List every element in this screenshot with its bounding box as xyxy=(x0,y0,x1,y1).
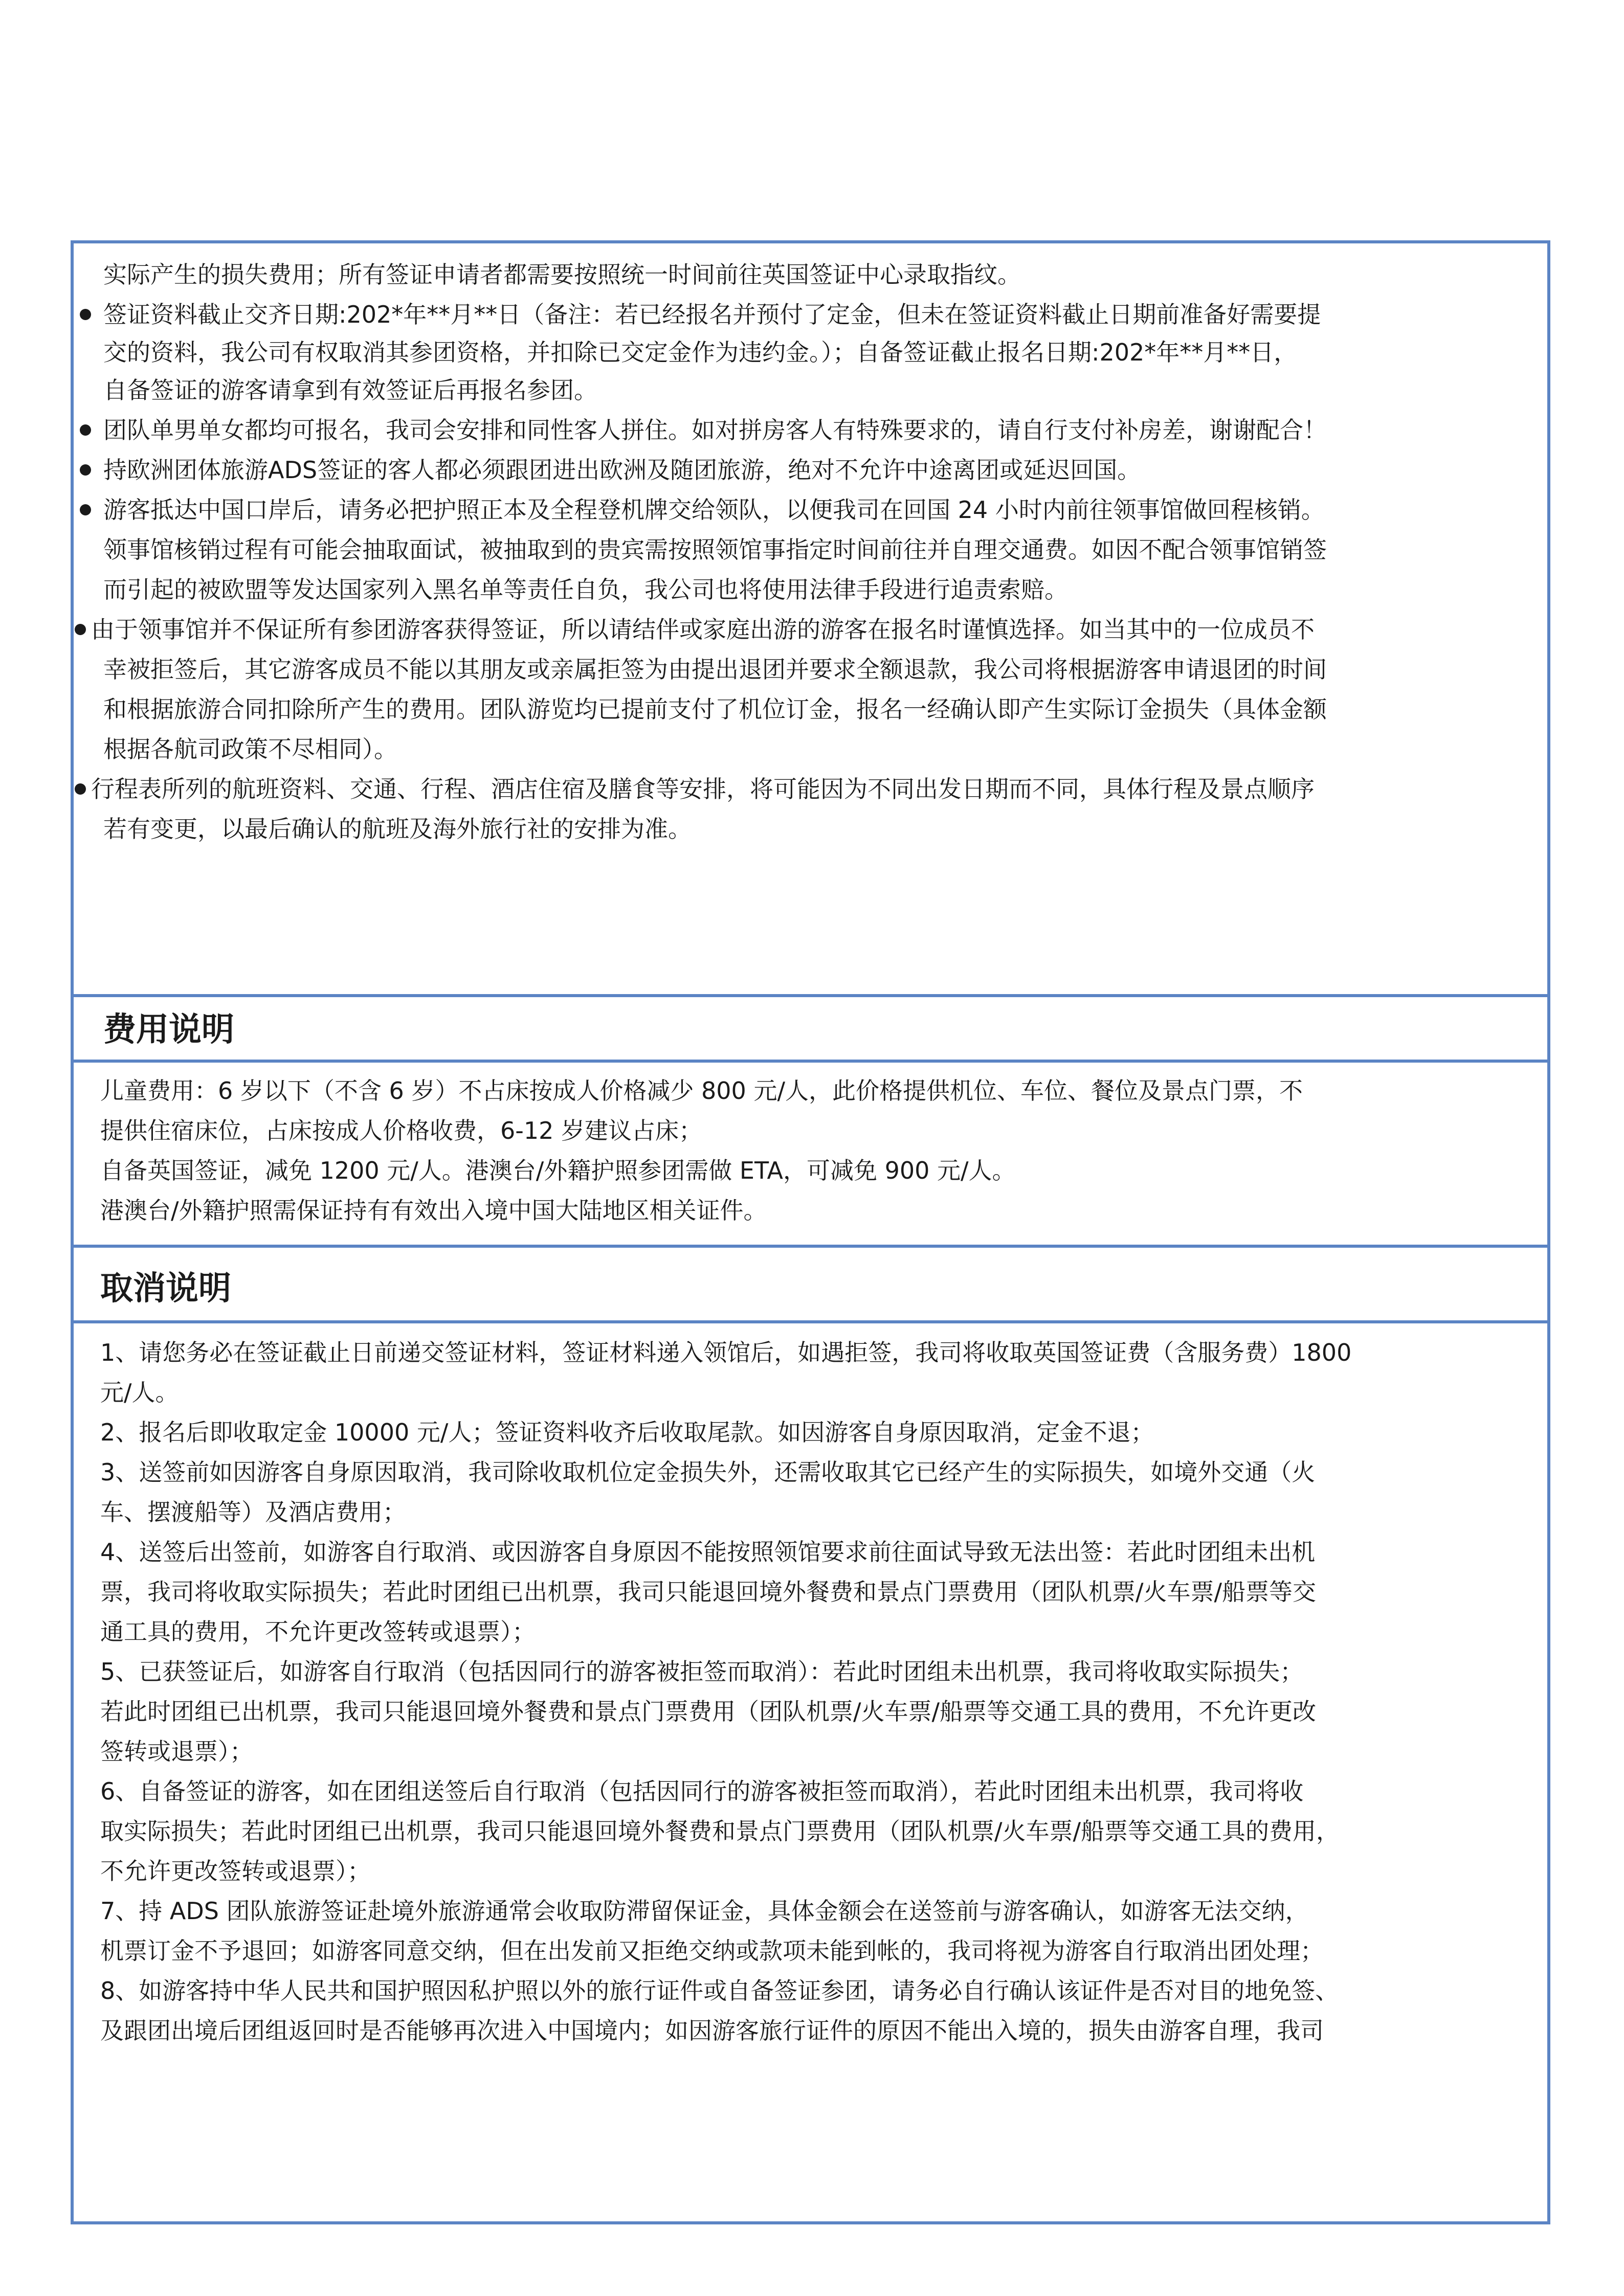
notice-line: 实际产生的损失费用；所有签证申请者都需要按照统一时间前往英国签证中心录取指纹。 xyxy=(103,261,1021,288)
cancel-line: 车、摆渡船等）及酒店费用； xyxy=(100,1498,406,1526)
section-divider xyxy=(74,1320,1547,1323)
bullet-icon xyxy=(80,504,91,515)
bullet-icon xyxy=(80,424,91,436)
cancel-line: 票，我司将收取实际损失；若此时团组已出机票，我司只能退回境外餐费和景点门票费用（团队机票/火车票/船票等交 xyxy=(100,1578,1316,1606)
notice-line: 幸被拒签后，其它游客成员不能以其朋友或亲属拒签为由提出退团并要求全额退款，我公司将根据游客申请退团的时间 xyxy=(103,656,1327,683)
fee-line: 自备英国签证，减免 1200 元/人。港澳台/外籍护照参团需做 ETA，可减免 900 元/人。 xyxy=(100,1157,1016,1184)
bullet-icon xyxy=(80,309,91,320)
cancel-line: 8、如游客持中华人民共和国护照因私护照以外的旅行证件或自备签证参团，请务必自行确认该证件是否对目的地免签、 xyxy=(100,1977,1339,2005)
cancel-line: 6、自备签证的游客，如在团组送签后自行取消（包括因同行的游客被拒签而取消），若此时团组未出机票，我司将收 xyxy=(100,1777,1304,1805)
notice-line: 行程表所列的航班资料、交通、行程、酒店住宿及膳食等安排，将可能因为不同出发日期而不同，具体行程及景点顺序 xyxy=(91,775,1315,803)
cancel-line: 元/人。 xyxy=(100,1379,179,1406)
cancel-line: 机票订金不予退回；如游客同意交纳，但在出发前又拒绝交纳或款项未能到帐的，我司将视为游客自行取消出团处理； xyxy=(100,1937,1324,1965)
notice-line: 由于领事馆并不保证所有参团游客获得签证，所以请结伴或家庭出游的游客在报名时谨慎选择。如当其中的一位成员不 xyxy=(91,616,1315,643)
cancel-line: 5、已获签证后，如游客自行取消（包括因同行的游客被拒签而取消）：若此时团组未出机票，我司将收取实际损失； xyxy=(100,1658,1304,1685)
cancel-line: 2、报名后即收取定金 10000 元/人；签证资料收齐后收取尾款。如因游客自身原因取消，定金不退； xyxy=(100,1419,1154,1446)
notice-line: 领事馆核销过程有可能会抽取面试，被抽取到的贵宾需按照领馆事指定时间前往并自理交通费。如因不配合领事馆销签 xyxy=(103,536,1327,564)
cancel-line: 取实际损失；若此时团组已出机票，我司只能退回境外餐费和景点门票费用（团队机票/火车票/船票等交通工具的费用， xyxy=(100,1817,1340,1845)
notice-line: 游客抵达中国口岸后，请务必把护照正本及全程登机牌交给领队，以便我司在回国 24 小时内前往领事馆做回程核销。 xyxy=(103,496,1325,524)
notice-section xyxy=(74,243,1547,996)
section-divider xyxy=(74,1245,1547,1248)
cancel-heading: 取消说明 xyxy=(100,1270,231,1308)
bullet-icon xyxy=(75,624,86,635)
section-divider xyxy=(74,1060,1547,1063)
notice-line: 持欧洲团体旅游ADS签证的客人都必须跟团进出欧洲及随团旅游，绝对不允许中途离团或延迟回国。 xyxy=(103,456,1141,484)
fee-line: 港澳台/外籍护照需保证持有有效出入境中国大陆地区相关证件。 xyxy=(100,1197,767,1224)
cancel-line: 签转或退票）； xyxy=(100,1738,253,1765)
cancel-line: 及跟团出境后团组返回时是否能够再次进入中国境内；如因游客旅行证件的原因不能出入境的，损失由游客自理，我司 xyxy=(100,2017,1324,2044)
notice-line: 而引起的被欧盟等发达国家列入黑名单等责任自负，我公司也将使用法律手段进行追责索赔。 xyxy=(103,576,1068,603)
bullet-icon xyxy=(80,464,91,476)
fee-line: 儿童费用：6 岁以下（不含 6 岁）不占床按成人价格减少 800 元/人，此价格提供机位、车位、餐位及景点门票，不 xyxy=(100,1077,1303,1105)
cancel-line: 若此时团组已出机票，我司只能退回境外餐费和景点门票费用（团队机票/火车票/船票等交通工具的费用，不允许更改 xyxy=(100,1698,1316,1725)
notice-line: 交的资料，我公司有权取消其参团资格，并扣除已交定金作为违约金。）；自备签证截止报名日期:202*年**月**日， xyxy=(103,339,1298,366)
cancel-line: 4、送签后出签前，如游客自行取消、或因游客自身原因不能按照领馆要求前往面试导致无法出签：若此时团组未出机 xyxy=(100,1538,1316,1566)
notice-line: 若有变更，以最后确认的航班及海外旅行社的安排为准。 xyxy=(103,815,692,843)
notice-line: 签证资料截止交齐日期:202*年**月**日（备注：若已经报名并预付了定金，但未在签证资料截止日期前准备好需要提 xyxy=(103,301,1321,328)
cancel-line: 通工具的费用，不允许更改签转或退票）； xyxy=(100,1618,536,1646)
notice-line: 和根据旅游合同扣除所产生的费用。团队游览均已提前支付了机位订金，报名一经确认即产生实际订金损失（具体金额 xyxy=(103,695,1327,723)
content-frame xyxy=(71,240,1550,2224)
section-divider xyxy=(74,994,1547,997)
notice-line: 自备签证的游客请拿到有效签证后再报名参团。 xyxy=(103,376,597,404)
notice-line: 根据各航司政策不尽相同）。 xyxy=(103,735,397,763)
fee-line: 提供住宿床位，占床按成人价格收费，6-12 岁建议占床； xyxy=(100,1117,703,1144)
cancel-line: 不允许更改签转或退票）； xyxy=(100,1857,371,1885)
cancel-line: 1、请您务必在签证截止日前递交签证材料，签证材料递入领馆后，如遇拒签，我司将收取英国签证费（含服务费）1800 xyxy=(100,1339,1352,1366)
bullet-icon xyxy=(75,783,86,795)
fee-heading: 费用说明 xyxy=(103,1011,234,1049)
cancel-line: 3、送签前如因游客自身原因取消，我司除收取机位定金损失外，还需收取其它已经产生的实际损失，如境外交通（火 xyxy=(100,1458,1316,1486)
notice-line: 团队单男单女都均可报名，我司会安排和同性客人拼住。如对拼房客人有特殊要求的，请自行支付补房差，谢谢配合！ xyxy=(103,416,1327,444)
cancel-line: 7、持 ADS 团队旅游签证赴境外旅游通常会收取防滞留保证金，具体金额会在送签前与游客确认，如游客无法交纳， xyxy=(100,1897,1309,1925)
